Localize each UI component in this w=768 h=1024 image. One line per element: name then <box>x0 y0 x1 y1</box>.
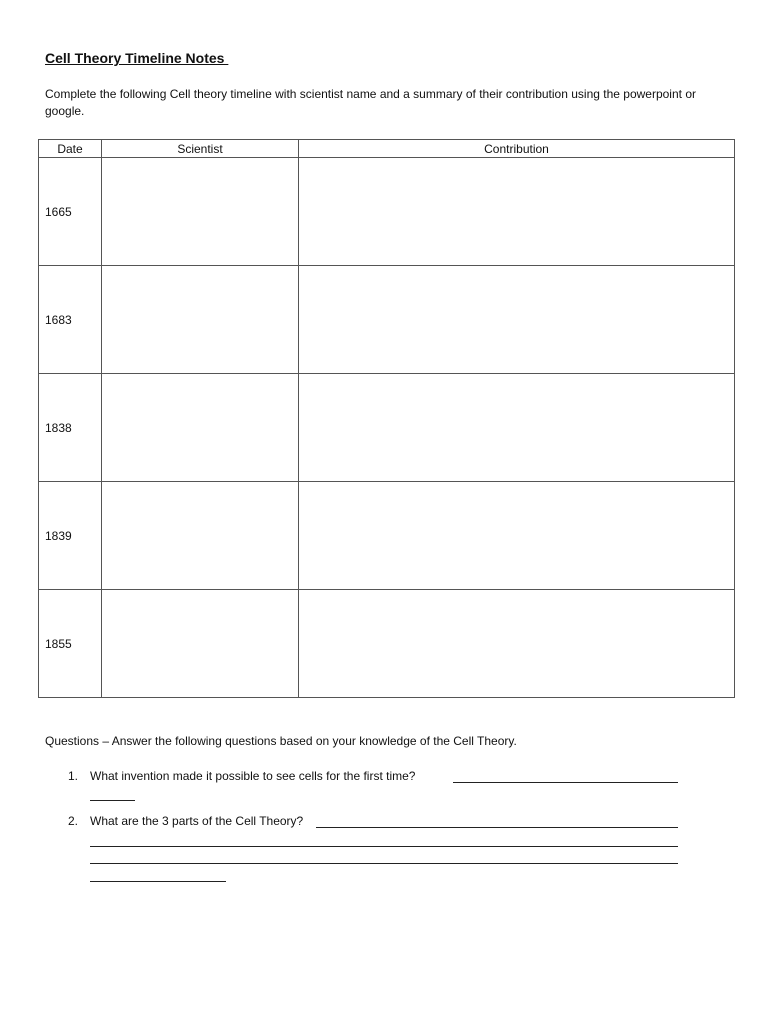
scientist-cell[interactable] <box>102 158 299 266</box>
answer-line[interactable] <box>316 827 678 828</box>
contribution-cell[interactable] <box>299 590 735 698</box>
table-row <box>39 266 735 374</box>
scientist-cell[interactable] <box>102 374 299 482</box>
date-cell: 1665 <box>39 158 102 266</box>
table-header-row <box>39 140 735 158</box>
table-row <box>39 590 735 698</box>
question-number: 1. <box>68 769 79 783</box>
table-row <box>39 374 735 482</box>
question-text: What invention made it possible to see cells for the first time? <box>90 769 416 783</box>
date-cell: 1839 <box>39 482 102 590</box>
instructions-text: Complete the following Cell theory timeline with scientist name and a summary of their contribution using the powerpoint or google. <box>45 87 696 118</box>
question-number: 2. <box>68 814 79 828</box>
questions-intro: Questions – Answer the following questions based on your knowledge of the Cell Theory. <box>45 734 517 748</box>
date-cell: 1855 <box>39 590 102 698</box>
page-title: Cell Theory Timeline Notes <box>45 50 229 66</box>
contribution-cell[interactable] <box>299 482 735 590</box>
answer-line[interactable] <box>90 846 678 847</box>
scientist-cell[interactable] <box>102 266 299 374</box>
answer-line[interactable] <box>90 881 226 882</box>
timeline-table <box>38 139 735 698</box>
contribution-cell[interactable] <box>299 158 735 266</box>
question-text: What are the 3 parts of the Cell Theory? <box>90 814 304 828</box>
scientist-cell[interactable] <box>102 590 299 698</box>
answer-line[interactable] <box>90 800 135 801</box>
scientist-cell[interactable] <box>102 482 299 590</box>
date-cell: 1683 <box>39 266 102 374</box>
answer-line[interactable] <box>90 863 678 864</box>
table-row <box>39 158 735 266</box>
table-row <box>39 482 735 590</box>
contribution-cell[interactable] <box>299 266 735 374</box>
date-cell: 1838 <box>39 374 102 482</box>
header-scientist: Scientist <box>102 140 299 158</box>
answer-line[interactable] <box>453 782 678 783</box>
header-date: Date <box>39 140 102 158</box>
header-contribution: Contribution <box>299 140 735 158</box>
contribution-cell[interactable] <box>299 374 735 482</box>
